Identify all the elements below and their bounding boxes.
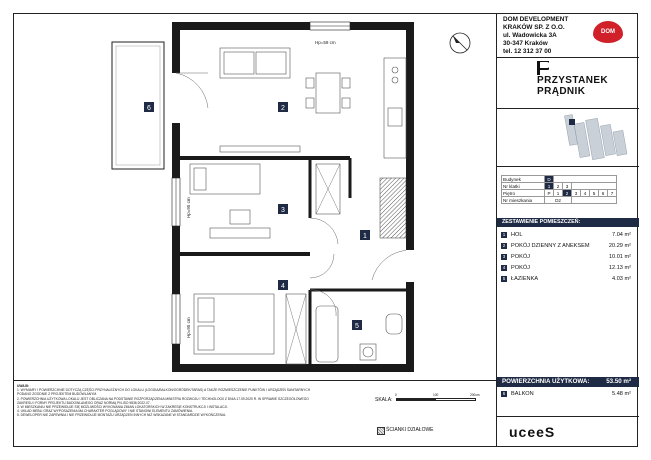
sofa (220, 48, 290, 78)
spec-table (501, 175, 617, 204)
room-row (501, 231, 635, 239)
stair-3: 3 (563, 183, 572, 190)
room-area: 7.04 m² (612, 232, 631, 238)
room-num: 4 (502, 265, 506, 270)
rooms-header: ZESTAWIENIE POMIESZCZEŃ: (497, 218, 639, 227)
floor-label: Piętro (502, 190, 545, 197)
legend-label: ŚCIANKI DZIAŁOWE (386, 427, 434, 433)
room-area: 4.03 m² (612, 276, 631, 282)
window-height-room4: Hp=95 cm (186, 317, 191, 338)
usable-area (497, 377, 639, 387)
info-panel (496, 13, 638, 447)
room-label-1: 1 (363, 233, 367, 240)
floor-1: 1 (554, 190, 563, 197)
kitchen-counter (384, 58, 406, 158)
floor-plan (110, 18, 430, 378)
floor-p: P (545, 190, 554, 197)
scale-tick-200: 200cm (470, 393, 480, 397)
room-row (501, 242, 635, 250)
room-label-6: 6 (147, 105, 151, 112)
building-value: D (545, 176, 554, 183)
window-height-living: Hp=59 cm (315, 40, 336, 45)
room-name: HOL (511, 232, 523, 238)
room-area: 12.13 m² (608, 265, 631, 271)
company-name-1: DOM DEVELOPMENT (503, 16, 569, 23)
north-arrow-icon (447, 30, 473, 56)
brand-line-2: PRĄDNIK (537, 86, 586, 97)
company-city: 30-347 Kraków (503, 40, 548, 47)
room-area: 5.48 m² (612, 391, 631, 397)
footnotes (17, 384, 317, 418)
outer-walls (176, 26, 410, 368)
building-key-plan (559, 111, 631, 165)
footnote-line: 3. W MIESZKANIU NIE PRZEWIDUJE SIĘ MOŻLIWOŚCI WYKONANIA ZMIAN LOKATORSKICH W ZAKRESIE KONSTRUKCJI I INSTALACJI. (17, 405, 229, 410)
installation-shaft (380, 178, 406, 238)
room-num: 1 (502, 232, 506, 237)
brand-mark-icon (537, 61, 549, 75)
room-name: POKÓJ (511, 265, 530, 271)
floor-4: 4 (581, 190, 590, 197)
floor-5: 5 (590, 190, 599, 197)
room-row (501, 264, 635, 272)
dining-table (306, 73, 350, 113)
room-label-4: 4 (281, 283, 285, 290)
divider (497, 166, 639, 167)
floor-6: 6 (599, 190, 608, 197)
room-name: ŁAZIENKA (511, 276, 539, 282)
footnote-line: 2. POWIERZCHNIA UŻYTKOWA LOKALU JEST OBLICZANA NA PODSTAWIE ROZPORZĄDZENIA MINISTRA ROZWOJU I TECHNOLOGII Z DNIA 17.09.2020 R. W SPRAWIE SZCZEGÓŁOWEGO ZAKRESU I FORMY PROJEKTU BUDOWLANEGO ORAZ NORMĄ PN-ISO 9836:2022-07. (17, 396, 309, 405)
usable-area-label: POWIERZCHNIA UŻYTKOWA: (502, 378, 590, 385)
scale-bar (396, 398, 476, 401)
floor-3: 3 (572, 190, 581, 197)
brand-line-1: PRZYSTANEK (537, 75, 609, 86)
room-num: 6 (502, 391, 506, 396)
footnote-line: 4. UKŁAD MEBLI ORAZ WYPOSAŻENIA MA CHARAKTER POGLĄDOWY I NIE STANOWI ELEMENTU ZAMÓWIENIA. (17, 409, 194, 414)
room-label-3: 3 (281, 207, 285, 214)
room-num: 5 (502, 276, 506, 281)
company-street: ul. Wadowicka 3A (503, 32, 557, 39)
partition-wall-swatch (377, 427, 385, 435)
room-name: POKÓJ DZIENNY Z ANEKSEM (511, 243, 590, 249)
apt-label: Nr mieszkania (502, 197, 545, 204)
company-phone: tel. 12 312 37 00 (503, 48, 552, 55)
stair-label: Nr klatki (502, 183, 545, 190)
scale-label: SKALA: (375, 397, 393, 403)
room-row (501, 275, 635, 283)
footnote-title: UWAGI: (17, 384, 30, 388)
usable-area-value: 53.50 m² (606, 378, 631, 385)
scale-tick-0: 0 (395, 393, 397, 397)
building-label: Budynek (502, 176, 545, 183)
window-height-room3: Hp=95 cm (186, 197, 191, 218)
balcony-outline (112, 42, 164, 169)
divider (497, 416, 639, 417)
footnote-line: 1. WYMIARY I POWIERZCHNIE DOTYCZĄ CZĘŚCI PRZYNALEŻNYCH DO LOKALU (LOGGIA/BALKON/OGRÓDEK/TARAS) A TAKŻE ROZMIESZCZENIE PUNKTÓW I URZĄDZEŃ SANITARNYCH PODANO ZGODNIE Z PROJEKTEM BUDOWLANYM. (17, 388, 311, 397)
room-name: POKÓJ (511, 254, 530, 260)
company-info (503, 16, 568, 56)
room3-bed (190, 164, 260, 194)
floor-7: 7 (608, 190, 617, 197)
apt-value: D2 (545, 197, 572, 204)
room4-bed (194, 294, 274, 354)
scale-tick-100: 100 (433, 393, 439, 397)
stair-2: 2 (554, 183, 563, 190)
floor-2: 2 (563, 190, 572, 197)
company-name-2: KRAKÓW SP. Z O.O. (503, 24, 565, 31)
room-row (501, 253, 635, 261)
room-area: 20.29 m² (608, 243, 631, 249)
balcony-row (501, 390, 635, 398)
divider (497, 57, 639, 58)
footer-divider (13, 380, 496, 381)
project-brand (537, 75, 608, 97)
room-num: 3 (502, 254, 506, 259)
room-label-2: 2 (281, 105, 285, 112)
stair-1: 1 (545, 183, 554, 190)
room-label-5: 5 (355, 323, 359, 330)
footnote-line: 5. DEWELOPER NIE ZAPEWNIA I NIE PRZEWIDUJE MONTAŻU URZĄDZEŃ INNYCH NIŻ WSKAZANE W STANDARDZIE WYKOŃCZENIA. (17, 413, 227, 418)
ucees-logo: uceeS (509, 424, 556, 440)
room-name: BALKON (511, 391, 534, 397)
dom-logo: DOM (593, 21, 623, 43)
divider (497, 108, 639, 109)
bathroom-fixtures (316, 306, 402, 362)
room-area: 10.01 m² (608, 254, 631, 260)
room-num: 2 (502, 243, 506, 248)
